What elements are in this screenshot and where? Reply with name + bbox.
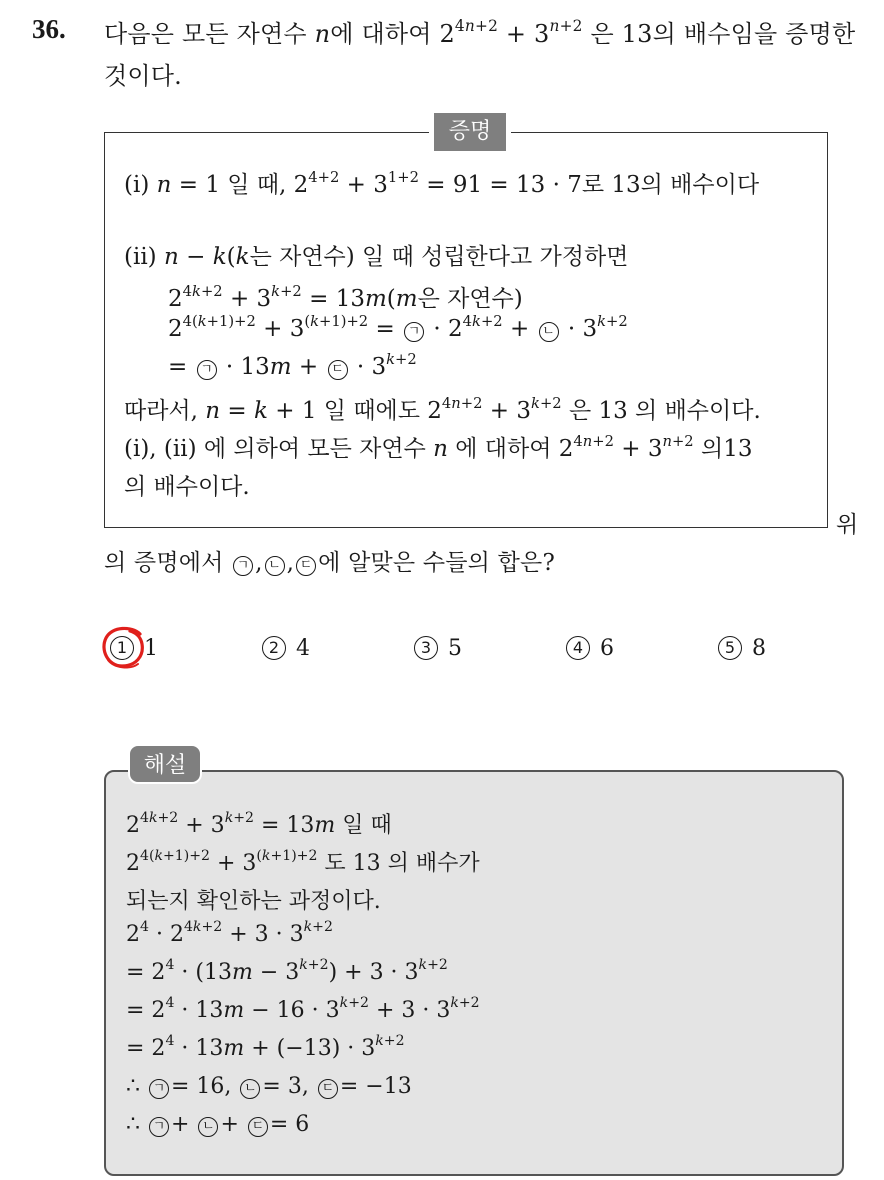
blank-c-icon: ㄷ xyxy=(328,360,348,380)
question-var-n: n xyxy=(314,20,331,48)
solution-label: 해설 xyxy=(128,744,202,784)
solution-line-5: = $2^4 \cdot (13m - 3^{k+2}) + 3 \cdot 3^{k+2}$ xyxy=(126,957,448,985)
choice-2-value: 4 xyxy=(296,636,310,661)
blank-b-icon: ㄴ xyxy=(539,322,559,342)
choice-2[interactable] xyxy=(262,636,310,661)
choice-3-number: 3 xyxy=(414,636,438,660)
blank-a-icon: ㄱ xyxy=(149,1079,169,1099)
solution-line-9: ∴ ㄱ + ㄴ + ㄷ = 6 xyxy=(126,1112,310,1137)
choice-2-number: 2 xyxy=(262,636,286,660)
proof-step-2-eq1: $2^{4k+2} + 3^{k+2} = 13m(m$은 자연수) xyxy=(168,282,523,312)
choice-1-value: 1 xyxy=(144,636,158,661)
question-tail: 의 증명에서 ㄱ , ㄴ , ㄷ 에 알맞은 수들의 합은? xyxy=(104,550,555,576)
blank-b-icon: ㄴ xyxy=(265,556,285,576)
proof-step-1: (i) n = 1 일 때, $2^{4+2} + 3^{1+2} = 91 = 13 \cdot 7$로 13의 배수이다 xyxy=(124,168,760,198)
question-text-a: 다음은 모든 자연수 xyxy=(104,20,315,48)
solution-line-4: $2^4 \cdot 2^{4k+2} + 3 \cdot 3^{k+2}$ xyxy=(126,919,333,947)
solution-line-2: $2^{4(k+1)+2} + 3^{(k+1)+2}$ 도 13 의 배수가 xyxy=(126,848,480,876)
choice-3[interactable] xyxy=(414,636,462,661)
choice-5-value: 8 xyxy=(752,636,766,661)
blank-a-icon: ㄱ xyxy=(233,556,253,576)
solution-line-7: = $2^4 \cdot 13m + (-13) \cdot 3^{k+2}$ xyxy=(126,1033,405,1061)
question-tail-start: 위 xyxy=(836,512,859,538)
proof-conclusion-3: 의 배수이다. xyxy=(124,474,250,500)
blank-b-icon: ㄴ xyxy=(198,1117,218,1137)
choice-4[interactable] xyxy=(566,636,614,661)
question-line-1: 다음은 모든 자연수 n에 대하여 $2^{4n+2} + 3^{n+2}$ 은 13의 배수임을 증명한 xyxy=(104,17,856,48)
blank-b-icon: ㄴ xyxy=(240,1079,260,1099)
choice-3-value: 5 xyxy=(448,636,462,661)
solution-line-3: 되는지 확인하는 과정이다. xyxy=(126,889,381,914)
red-circle-mark-icon xyxy=(100,624,150,672)
blank-a-icon: ㄱ xyxy=(149,1117,169,1137)
blank-c-icon: ㄷ xyxy=(296,556,316,576)
choice-5-number: 5 xyxy=(718,636,742,660)
blank-c-icon: ㄷ xyxy=(248,1117,268,1137)
proof-label: 증명 xyxy=(429,113,511,151)
choice-5[interactable] xyxy=(718,636,766,661)
proof-step-2-intro: (ii) n − k(k는 자연수) 일 때 성립한다고 가정하면 xyxy=(124,244,629,270)
blank-a-icon: ㄱ xyxy=(197,360,217,380)
proof-step-2-eq3: = ㄱ · 13m + ㄷ · $3^{k+2}$ xyxy=(168,350,417,380)
solution-line-6: = $2^4 \cdot 13m - 16 \cdot 3^{k+2} + 3 \cdot 3^{k+2}$ xyxy=(126,995,480,1023)
question-number: 36. xyxy=(32,14,66,44)
choice-1-number: 1 xyxy=(110,636,134,660)
solution-line-8: ∴ ㄱ = 16, ㄴ = 3, ㄷ = −13 xyxy=(126,1074,412,1099)
proof-conclusion-1: 따라서, n = k + 1 일 때에도 $2^{4n+2} + 3^{k+2}$ 은 13 의 배수이다. xyxy=(124,394,761,424)
solution-line-1: $2^{4k+2} + 3^{k+2} = 13m$ 일 때 xyxy=(126,810,392,838)
proof-conclusion-2: (i), (ii) 에 의하여 모든 자연수 n 에 대하여 $2^{4n+2} + 3^{n+2}$ 의13 xyxy=(124,432,753,462)
question-text-b: 에 대하여 xyxy=(330,20,440,48)
proof-step-2-eq2: $2^{4(k+1)+2} + 3^{(k+1)+2}$ = ㄱ · $2^{4k+2}$ + ㄴ · $3^{k+2}$ xyxy=(168,312,628,342)
choice-4-value: 6 xyxy=(600,636,614,661)
question-line-2: 것이다. xyxy=(104,62,182,90)
blank-a-icon: ㄱ xyxy=(404,322,424,342)
choice-4-number: 4 xyxy=(566,636,590,660)
question-text-c: 은 13의 배수임을 증명한 xyxy=(582,20,856,48)
blank-c-icon: ㄷ xyxy=(318,1079,338,1099)
